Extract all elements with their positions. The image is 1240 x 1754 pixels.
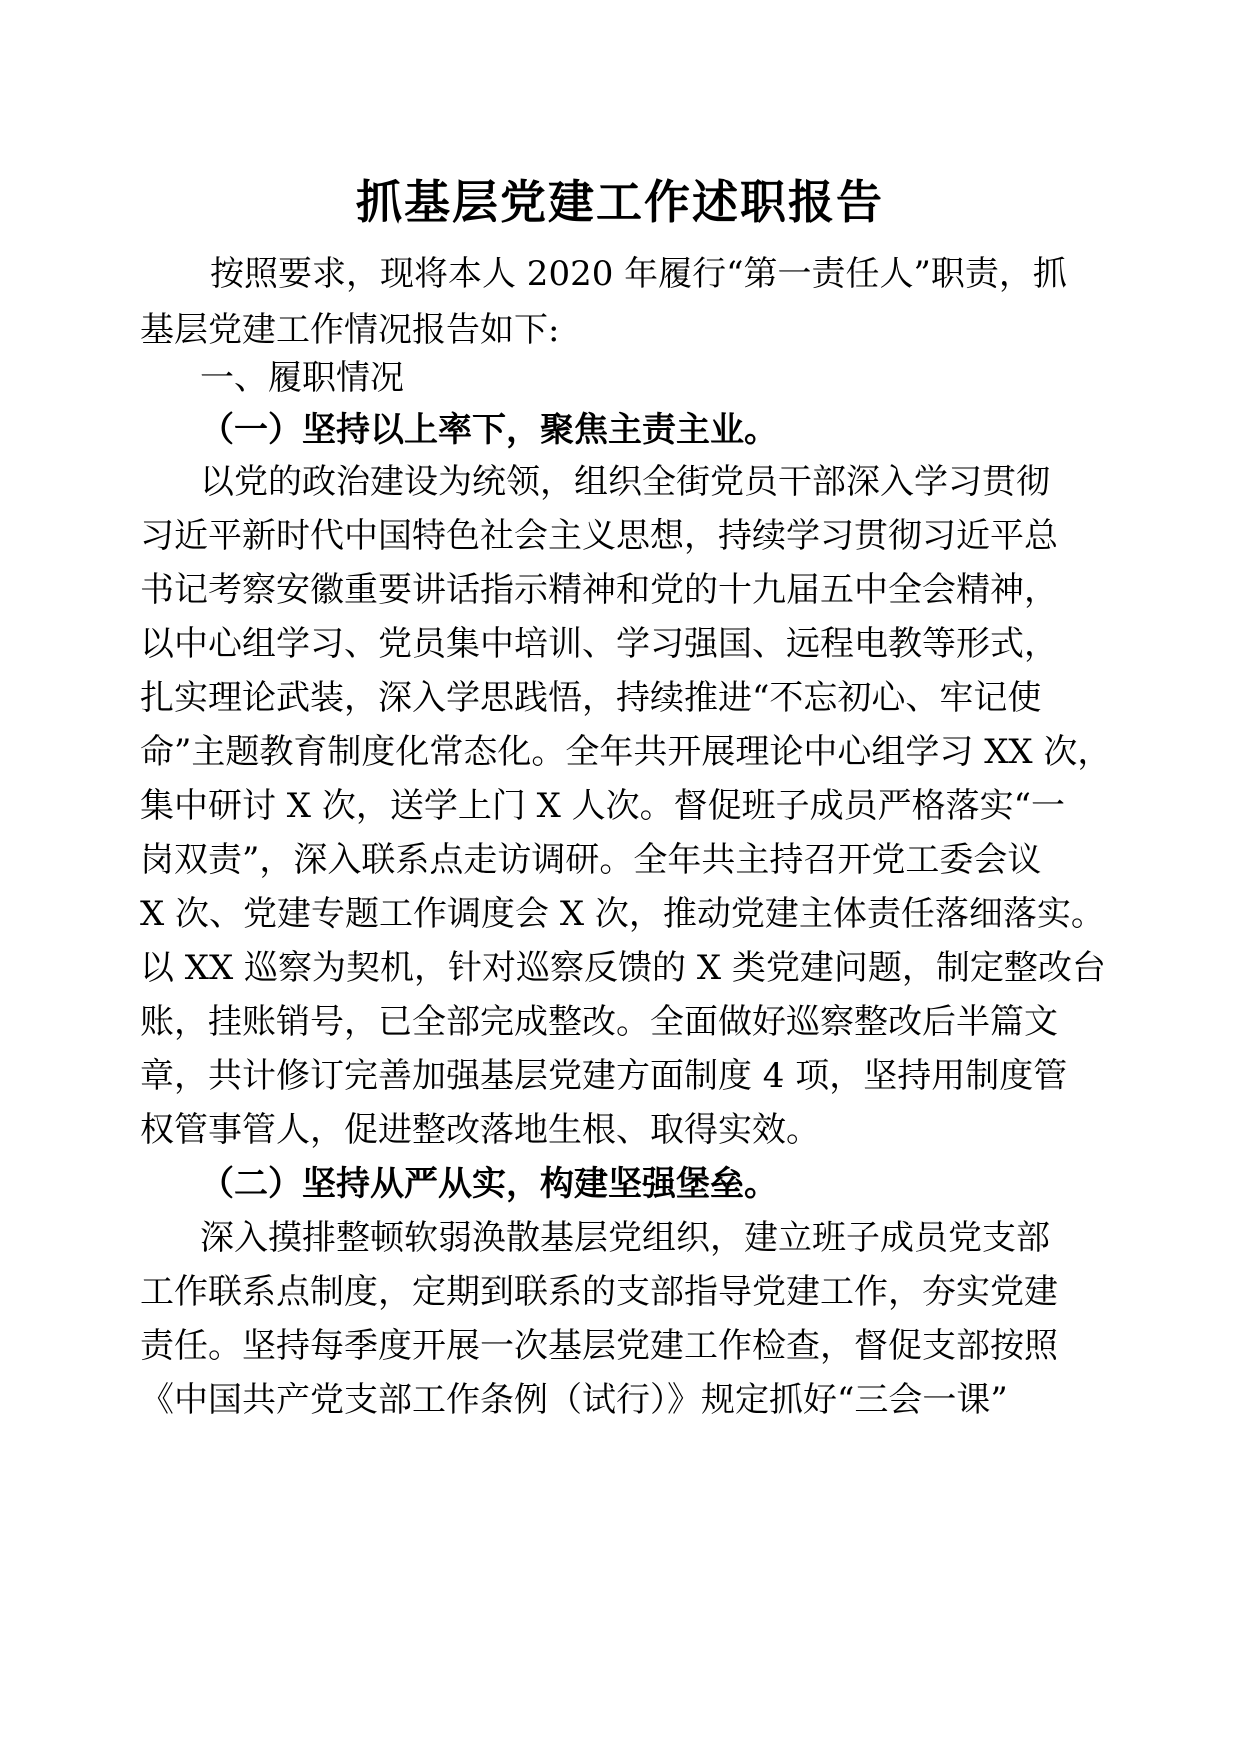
paragraph-line: 按照要求，现将本人 2020 年履行“第一责任人”职责，抓	[210, 254, 1067, 294]
subsection-heading: （二）坚持从严从实，构建坚强堡垒。	[200, 1164, 778, 1204]
paragraph-line: 权管事管人，促进整改落地生根、取得实效。	[140, 1110, 820, 1150]
paragraph-line: 书记考察安徽重要讲话指示精神和党的十九届五中全会精神，	[140, 570, 1058, 610]
paragraph-line: 以 XX 巡察为契机，针对巡察反馈的 X 类党建问题，制定整改台	[140, 948, 1106, 988]
paragraph-line: 岗双责”，深入联系点走访调研。全年共主持召开党工委会议	[140, 840, 1042, 880]
paragraph-line: 工作联系点制度，定期到联系的支部指导党建工作，夯实党建	[140, 1272, 1058, 1312]
paragraph-line: 习近平新时代中国特色社会主义思想，持续学习贯彻习近平总	[140, 516, 1058, 556]
section-heading: 一、履职情况	[200, 358, 404, 398]
subsection-heading: （一）坚持以上率下，聚焦主责主业。	[200, 410, 778, 450]
paragraph-line: X 次、党建专题工作调度会 X 次，推动党建主体责任落细落实。	[140, 894, 1105, 934]
document-title: 抓基层党建工作述职报告	[356, 175, 884, 229]
paragraph-line: 扎实理论武装，深入学思践悟，持续推进“不忘初心、牢记使	[140, 678, 1042, 718]
paragraph-line: 命”主题教育制度化常态化。全年共开展理论中心组学习 XX 次，	[140, 732, 1112, 772]
paragraph-line: 责任。坚持每季度开展一次基层党建工作检查，督促支部按照	[140, 1326, 1058, 1366]
paragraph-line: 深入摸排整顿软弱涣散基层党组织，建立班子成员党支部	[200, 1218, 1050, 1258]
paragraph-line: 以中心组学习、党员集中培训、学习强国、远程电教等形式，	[140, 624, 1058, 664]
paragraph-line: 账，挂账销号，已全部完成整改。全面做好巡察整改后半篇文	[140, 1002, 1058, 1042]
paragraph-line: 以党的政治建设为统领，组织全街党员干部深入学习贯彻	[200, 462, 1050, 502]
paragraph-line: 基层党建工作情况报告如下:	[140, 310, 560, 350]
paragraph-line: 集中研讨 X 次，送学上门 X 人次。督促班子成员严格落实“一	[140, 786, 1066, 826]
paragraph-line: 章，共计修订完善加强基层党建方面制度 4 项，坚持用制度管	[140, 1056, 1068, 1096]
paragraph-line: 《中国共产党支部工作条例（试行）》规定抓好“三会一课”	[140, 1380, 1008, 1420]
